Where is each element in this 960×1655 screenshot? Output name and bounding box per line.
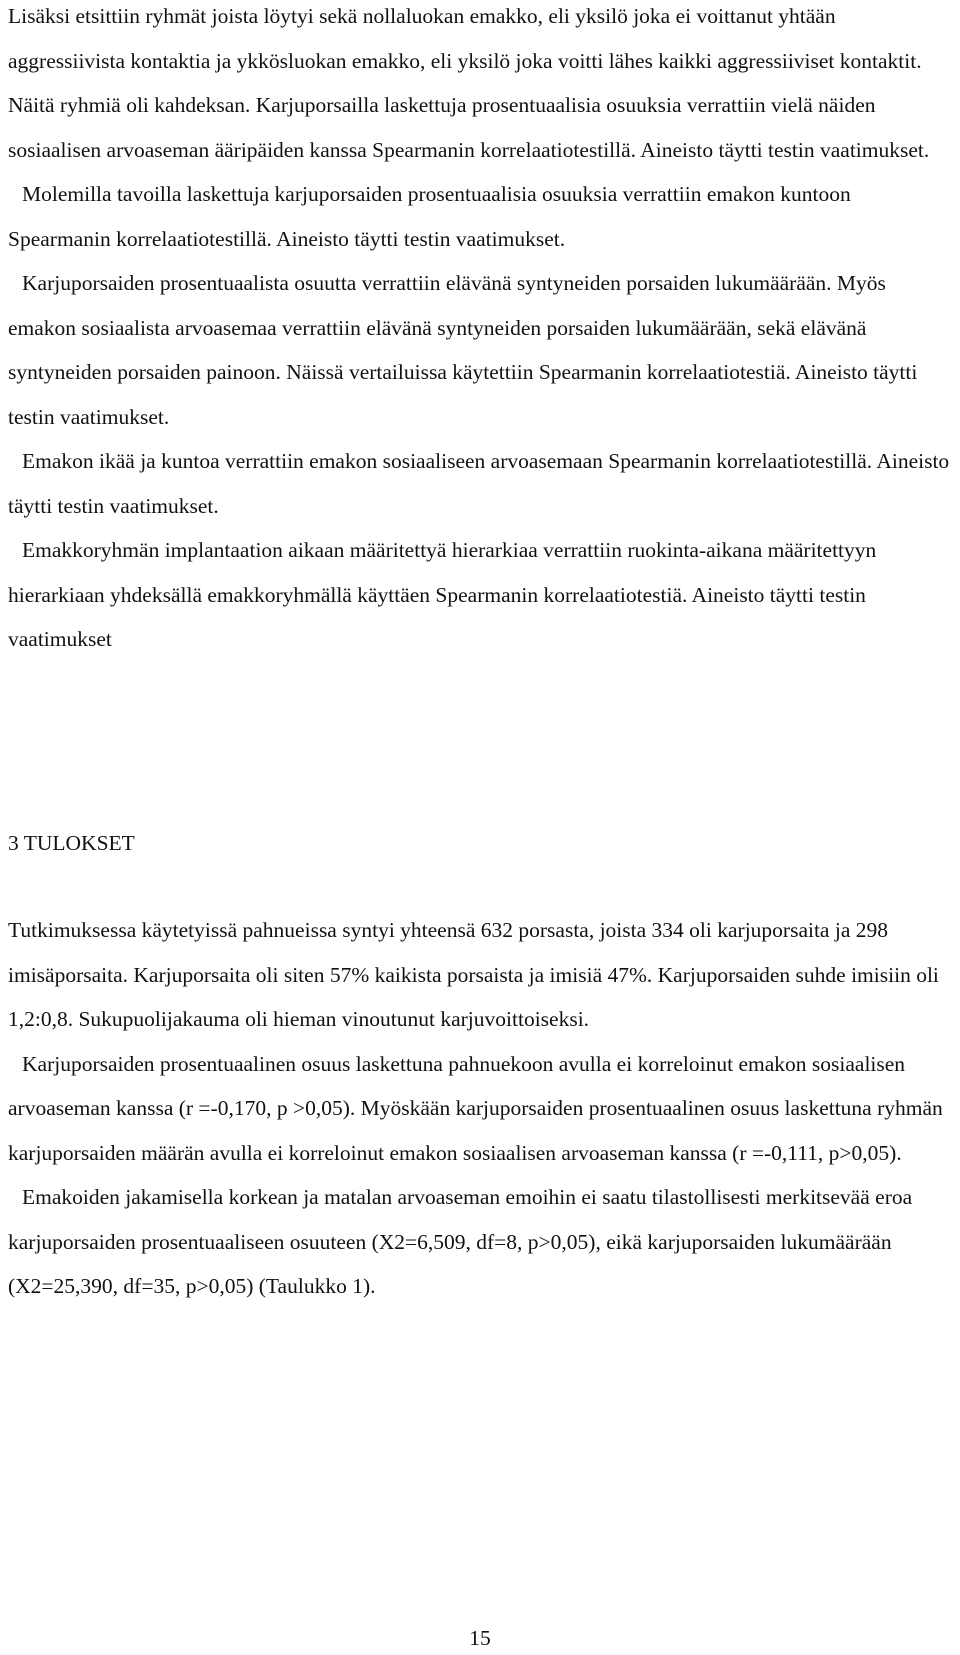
paragraph: Emakon ikää ja kuntoa verrattiin emakon sosiaaliseen arvoasemaan Spearmanin korrelaatiotestillä. Aineisto täytti testin vaatimukset. [8, 449, 950, 518]
paragraph: Karjuporsaiden prosentuaalista osuutta verrattiin elävänä syntyneiden porsaiden lukumäärään. Myös emakon sosiaalista arvoasemaa verrattiin elävänä syntyneiden porsaiden lukumäärään, sekä elävänä syntyneiden porsaiden painoon. Näissä vertailuissa käytettiin Spearmanin korrelaatiotestiä. Aineisto täytti testin vaatimukset. [8, 271, 918, 429]
paragraph: Emakoiden jakamisella korkean ja matalan arvoaseman emoihin ei saatu tilastollisesti merkitsevää eroa karjuporsaiden prosentuaaliseen osuuteen (Χ2=6,509, df=8, p>0,05), eikä karjuporsaiden lukumäärään (Χ2=25,390, df=35, p>0,05) (Taulukko 1). [8, 1185, 913, 1298]
section-heading: 3 TULOKSET [8, 831, 135, 855]
paragraph: Tutkimuksessa käytetyissä pahnueissa syntyi yhteensä 632 porsasta, joista 334 oli karjuporsaita ja 298 imisäporsaita. Karjuporsaita oli siten 57% kaikista porsaista ja imisiä 47%. Karjuporsaiden suhde imisiin oli 1,2:0,8. Sukupuolijakauma oli hieman vinoutunut karjuvoittoiseksi. [8, 918, 939, 1031]
methods-section [8, 0, 954, 662]
results-section [8, 908, 954, 1309]
page-number: 15 [469, 1626, 491, 1650]
paragraph: Molemilla tavoilla laskettuja karjuporsaiden prosentuaalisia osuuksia verrattiin emakon kuntoon Spearmanin korrelaatiotestillä. Aineisto täytti testin vaatimukset. [8, 182, 851, 251]
paragraph: Emakkoryhmän implantaation aikaan määritettyä hierarkiaa verrattiin ruokinta-aikana määritettyyn hierarkiaan yhdeksällä emakkoryhmällä käyttäen Spearmanin korrelaatiotestiä. Aineisto täytti testin vaatimukset [8, 538, 877, 651]
paragraph: Lisäksi etsittiin ryhmät joista löytyi sekä nollaluokan emakko, eli yksilö joka ei voittanut yhtään aggressiivista kontaktia ja ykkösluokan emakko, eli yksilö joka voitti lähes kaikki aggressiiviset kontaktit. Näitä ryhmiä oli kahdeksan. Karjuporsailla laskettuja prosentuaalisia osuuksia verrattiin vielä näiden sosiaalisen arvoaseman ääripäiden kanssa Spearmanin korrelaatiotestillä. Aineisto täytti testin vaatimukset. [8, 4, 930, 162]
paragraph: Karjuporsaiden prosentuaalinen osuus laskettuna pahnuekoon avulla ei korreloinut emakon sosiaalisen arvoaseman kanssa (r =-0,170, p >0,05). Myöskään karjuporsaiden prosentuaalinen osuus laskettuna ryhmän karjuporsaiden määrän avulla ei korreloinut emakon sosiaalisen arvoaseman kanssa (r =-0,111, p>0,05). [8, 1051, 943, 1165]
